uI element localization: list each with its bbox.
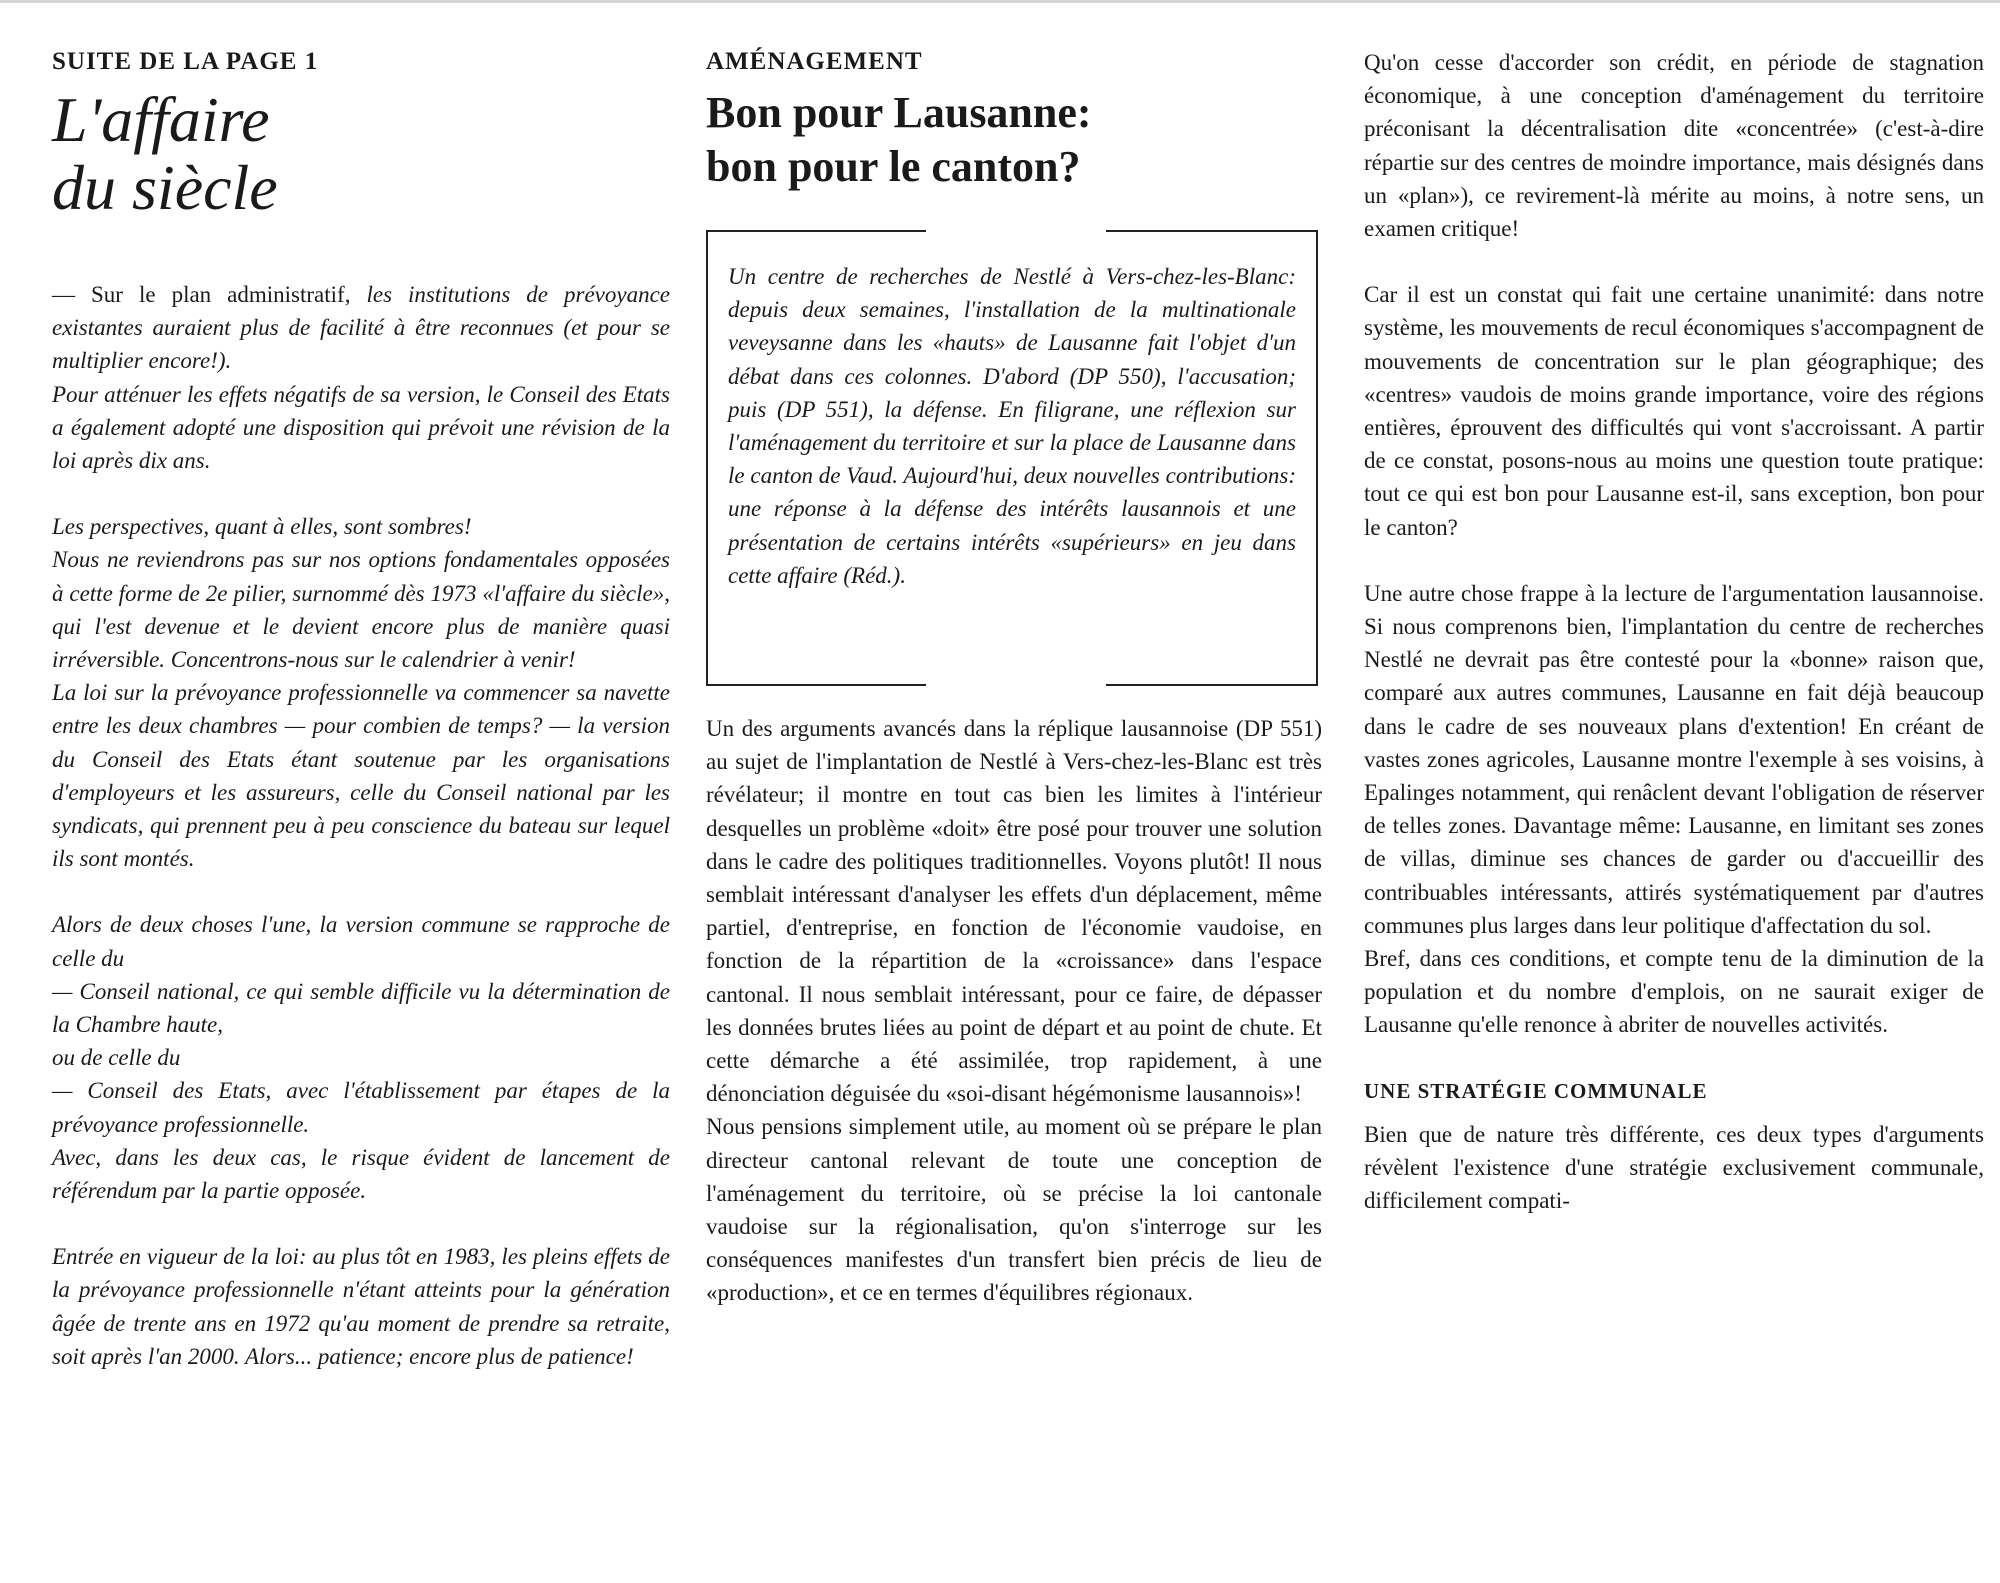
left-paragraph-11: Entrée en vigueur de la loi: au plus tôt en 1983, les pleins effets de la prévoyance professionnelle n'étant atteints pour la génération âgée de trente ans en 1972 qu'au moment de prendre sa retraite, soit après l'an 2000. Alors... patience; encore plus de patience! bbox=[52, 1244, 670, 1369]
left-paragraph-5: La loi sur la prévoyance professionnelle va commencer sa navette entre les deux chambres — pour combien de temps? — la version du Conseil des Etats étant soutenue par les organisations d'employeurs et les assureurs, celle du Conseil national par les syndicats, qui prennent peu à peu conscience du bateau sur lequel ils sont montés. bbox=[52, 680, 670, 872]
left-paragraph-10: Avec, dans les deux cas, le risque évident de lancement de référendum par la partie opposée. bbox=[52, 1144, 670, 1204]
right-paragraph-3: Une autre chose frappe à la lecture de l'argumentation lausannoise. Si nous comprenons bien, l'implantation du centre de recherches Nestlé ne devrait pas être contesté pour la «bonne» raison que, comparé aux autres communes, Lausanne en fait déjà beaucoup dans le cadre de ses nouveaux plans d'extention! En créant de vastes zones agricoles, Lausanne montre l'exemple à ses voisins, à Epalinges notamment, qui renâclent devant l'obligation de réserver de telles zones. Davantage même: Lausanne, en limitant ses zones de villas, diminue ses chances de garder ou d'accueillir des contribuables intéressants, attirés systématiquement par d'autres communes plus larges dans leur politique d'affectation du sol. bbox=[1364, 580, 1984, 938]
right-body bbox=[1364, 46, 1984, 1218]
left-paragraph-3: Les perspectives, quant à elles, sont sombres! bbox=[52, 514, 472, 540]
left-kicker: SUITE DE LA PAGE 1 bbox=[52, 48, 319, 75]
middle-title-line2: bon pour le canton? bbox=[706, 142, 1081, 191]
intro-box bbox=[706, 230, 1318, 686]
left-title-line2: du siècle bbox=[52, 152, 278, 223]
right-paragraph-4: Bref, dans ces conditions, et compte tenu de la diminution de la population et du nombre d'emplois, on ne saurait exiger de Lausanne qu'elle renonce à abriter de nouvelles activités. bbox=[1364, 946, 1984, 1038]
left-paragraph-2: Pour atténuer les effets négatifs de sa version, le Conseil des Etats a également adopté une disposition qui prévoit une révision de la loi après dix ans. bbox=[52, 381, 670, 474]
left-paragraph-6: Alors de deux choses l'une, la version commune se rapproche de celle du bbox=[52, 912, 670, 971]
middle-title-line1: Bon pour Lausanne: bbox=[706, 88, 1092, 137]
right-paragraph-1: Qu'on cesse d'accorder son crédit, en période de stagnation économique, à une conception d'aménagement du territoire préconisant la décentralisation dite «concentrée» (c'est-à-dire répartie sur des centres de moindre importance, mais désignés dans un «plan»), ce revirement-là mérite au moins, à notre sens, un examen critique! bbox=[1364, 50, 1984, 242]
left-paragraph-4: Nous ne reviendrons pas sur nos options fondamentales opposées à cette forme de 2e pilier, surnommé dès 1973 «l'affaire du siècle», qui l'est devenue et le devient encore plus de manière quasi irréversible. Concentrons-nous sur le calendrier à venir! bbox=[52, 547, 670, 673]
left-paragraph-9: — Conseil des Etats, avec l'établissement par étapes de la prévoyance professionnelle. bbox=[52, 1078, 670, 1137]
middle-kicker: AMÉNAGEMENT bbox=[706, 48, 923, 75]
middle-paragraph-1: Un des arguments avancés dans la réplique lausannoise (DP 551) au sujet de l'implantation de Nestlé à Vers-chez-les-Blanc est très révélateur; il montre en tout cas bien les limites à l'intérieur desquelles un problème «doit» être posé pour trouver une solution dans le cadre des politiques traditionnelles. Voyons plutôt! Il nous semblait intéressant d'analyser les effets d'un déplacement, même partiel, d'entreprise, en fonction de l'économie vaudoise, en fonction de la répartition de la «croissance» dans l'espace cantonal. Il nous semblait intéressant, pour ce faire, de dépasser les données brutes liées au point de départ et au point de chute. Et cette démarche a été assimilée, trop rapidement, à une dénonciation déguisée du «soi-disant hégémonisme lausannois»! bbox=[706, 716, 1322, 1107]
middle-body bbox=[706, 712, 1322, 1310]
left-p1-italic: les institutions de prévoyance existantes auraient plus de facilité à être reconnues (et pour se multiplier encore!). bbox=[52, 282, 670, 374]
middle-title bbox=[706, 86, 1306, 194]
box-gap-top bbox=[926, 229, 1106, 234]
left-paragraph-1 bbox=[52, 278, 670, 378]
left-title-line1: L'affaire bbox=[52, 84, 270, 155]
top-rule bbox=[0, 0, 2000, 3]
intro-box-text: Un centre de recherches de Nestlé à Vers-chez-les-Blanc: depuis deux semaines, l'installation de la multinationale veveysanne dans les «hauts» de Lausanne fait l'objet d'un débat dans ces colonnes. D'abord (DP 550), l'accusation; puis (DP 551), la défense. En filigrane, une réflexion sur l'aménagement du territoire et sur la place de Lausanne dans le canton de Vaud. Aujourd'hui, deux nouvelles contributions: une réponse à la défense des intérêts lausannois et une présentation de certains intérêts «supérieurs» en jeu dans cette affaire (Réd.). bbox=[728, 264, 1296, 588]
left-title bbox=[52, 86, 612, 222]
left-paragraph-8: ou de celle du bbox=[52, 1045, 181, 1071]
right-paragraph-2: Car il est un constat qui fait une certaine unanimité: dans notre système, les mouvements de recul économiques s'accompagnent de mouvements de concentration sur le plan géographique; des «centres» vaudois de moins grande importance, voire des régions entières, éprouvent des difficultés qui vont s'accroissant. A partir de ce constat, posons-nous au moins une question toute pratique: tout ce qui est bon pour Lausanne est-il, sans exception, bon pour le canton? bbox=[1364, 282, 1984, 540]
left-body bbox=[52, 278, 670, 1373]
right-paragraph-5: Bien que de nature très différente, ces deux types d'arguments révèlent l'existence d'une stratégie exclusivement communale, difficilement compati- bbox=[1364, 1121, 1984, 1214]
right-subhead: UNE STRATÉGIE COMMUNALE bbox=[1364, 1078, 1708, 1103]
left-paragraph-7: — Conseil national, ce qui semble difficile vu la détermination de la Chambre haute, bbox=[52, 978, 670, 1038]
middle-paragraph-2: Nous pensions simplement utile, au moment où se prépare le plan directeur cantonal relevant de toute une conception de l'aménagement du territoire, où se précise la loi cantonale vaudoise sur la régionalisation, qu'on s'interroge sur les conséquences manifestes d'un transfert bien précis de lieu de «production», et ce en termes d'équilibres régionaux. bbox=[706, 1114, 1322, 1306]
box-gap-bottom bbox=[926, 682, 1106, 687]
left-p1-start: — Sur le plan administratif, bbox=[52, 282, 367, 307]
